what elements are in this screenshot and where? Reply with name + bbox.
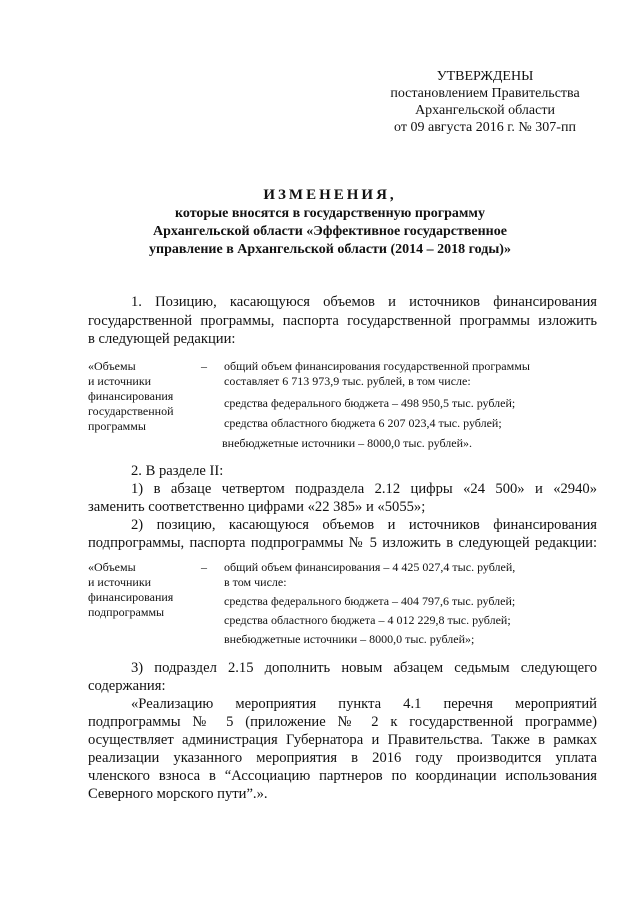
program-funding-item: внебюджетные источники – 8000,0 тыс. рублей».: [222, 436, 473, 450]
quote-line-4: реализации указанного мероприятия в 2016 году производится уплата: [88, 750, 597, 766]
program-funding-item: средства областного бюджета 6 207 023,4 тыс. рублей;: [224, 416, 502, 430]
subprogram-funding-item: общий объем финансирования – 4 425 027,4 тыс. рублей,: [224, 560, 516, 574]
p1-line-1: 1. Позицию, касающуюся объемов и источников финансирования: [131, 294, 597, 310]
document-heading: [80, 185, 580, 259]
program-funding-block: [88, 359, 598, 454]
program-funding-item: общий объем финансирования государственной программы: [224, 359, 530, 373]
subprogram-funding-label: «Объемы и источники финансирования подпрограммы: [88, 560, 174, 619]
quote-line-2: подпрограммы № 5 (приложение № 2 к государственной программе): [88, 714, 597, 730]
p2-item1-line-2: заменить соответственно цифрами «22 385» и «5055»;: [88, 499, 426, 515]
quote-line-6: Северного морского пути”.».: [88, 786, 268, 802]
p1-line-3: в следующей редакции:: [88, 331, 236, 347]
heading-line-3: управление в Архангельской области (2014 – 2018 годы)»: [149, 242, 511, 257]
approved-date: от 09 августа 2016 г. № 307-пп: [394, 120, 576, 135]
heading-line-2: Архангельской области «Эффективное государственное: [153, 224, 507, 239]
approved-region: Архангельской области: [415, 103, 555, 118]
approval-stamp: [370, 68, 600, 136]
subprogram-funding-dash: –: [201, 560, 207, 574]
p1-line-2: государственной программы, паспорта государственной программы изложить: [88, 313, 597, 329]
p3-line-1: 3) подраздел 2.15 дополнить новым абзацем седьмым следующего: [131, 660, 597, 676]
heading-line-1: которые вносятся в государственную программу: [175, 206, 485, 221]
program-funding-item: составляет 6 713 973,9 тыс. рублей, в том числе:: [224, 374, 471, 388]
subprogram-funding-item: средства федерального бюджета – 404 797,6 тыс. рублей;: [224, 594, 516, 608]
heading-title: ИЗМЕНЕНИЯ,: [263, 187, 397, 203]
p2-item2-line-1: 2) позицию, касающуюся объемов и источников финансирования: [131, 517, 597, 533]
approved-by: постановлением Правительства: [390, 86, 580, 101]
subprogram-funding-item: внебюджетные источники – 8000,0 тыс. рублей»;: [224, 632, 475, 646]
p2-header: 2. В разделе II:: [131, 463, 224, 479]
program-funding-item: средства федерального бюджета – 498 950,5 тыс. рублей;: [224, 396, 516, 410]
subprogram-funding-block: [88, 560, 598, 645]
p2-item1-line-1: 1) в абзаце четвертом подраздела 2.12 цифры «24 500» и «2940»: [131, 481, 597, 497]
quote-line-5: членского взноса в “Ассоциацию партнеров по координации использования: [88, 768, 597, 784]
program-funding-dash: –: [201, 359, 207, 373]
p3-line-2: содержания:: [88, 678, 166, 694]
p2-item2-line-2: подпрограммы, паспорта подпрограммы № 5 изложить в следующей редакции:: [88, 535, 597, 551]
subprogram-funding-item: средства областного бюджета – 4 012 229,8 тыс. рублей;: [224, 613, 511, 627]
program-funding-label: «Объемы и источники финансирования государственной программы: [88, 359, 174, 433]
approved-title: УТВЕРЖДЕНЫ: [436, 69, 534, 84]
subprogram-funding-item: в том числе:: [224, 575, 287, 589]
quote-line-1: «Реализацию мероприятия пункта 4.1 перечня мероприятий: [131, 696, 597, 712]
quote-line-3: осуществляет администрация Губернатора и Правительства. Также в рамках: [88, 732, 597, 748]
